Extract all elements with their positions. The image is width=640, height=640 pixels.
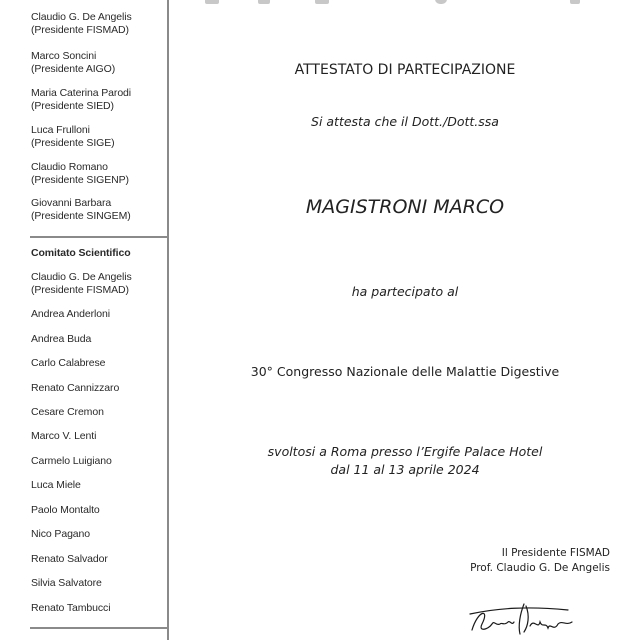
event-venue: svoltosi a Roma presso l’Ergife Palace Hotel (267, 444, 543, 459)
president-entry (31, 11, 132, 37)
committee-member: Andrea Buda (31, 333, 92, 345)
signature-block (470, 546, 610, 576)
logo-icon (258, 0, 270, 4)
person-name: Maria Caterina Parodi (31, 87, 132, 99)
certificate-intro: Si attesta che il Dott./Dott.ssa (311, 114, 499, 129)
logo-icon (205, 0, 219, 4)
signer-name: Prof. Claudio G. De Angelis (470, 562, 610, 574)
committee-member: Renato Cannizzaro (31, 382, 120, 394)
person-name: Claudio G. De Angelis (31, 271, 132, 283)
committee-member: Carlo Calabrese (31, 357, 106, 369)
section-divider (30, 236, 168, 238)
sponsor-logos-strip (190, 0, 640, 6)
committee-member: Marco V. Lenti (31, 430, 97, 442)
committee-member: Silvia Salvatore (31, 577, 102, 589)
committee-heading: Comitato Scientifico (31, 247, 131, 259)
signer-role: Il Presidente FISMAD (501, 547, 610, 559)
person-role: (Presidente FISMAD) (31, 24, 129, 36)
event-name: 30° Congresso Nazionale delle Malattie Digestive (250, 364, 560, 379)
person-role: (Presidente AIGO) (31, 63, 116, 75)
committee-member: Luca Miele (31, 479, 81, 491)
logo-icon (435, 0, 447, 4)
person-role: (Presidente FISMAD) (31, 284, 129, 296)
person-name: Claudio G. De Angelis (31, 11, 132, 23)
president-entry (31, 197, 131, 223)
participation-text: ha partecipato al (351, 284, 459, 299)
person-role: (Presidente SIGENP) (31, 174, 129, 186)
section-divider (30, 627, 168, 629)
person-role: (Presidente SIGE) (31, 137, 115, 149)
logo-icon (315, 0, 329, 4)
committee-member: Paolo Montalto (31, 504, 100, 516)
president-entry (31, 87, 131, 113)
person-role: (Presidente SIED) (31, 100, 114, 112)
person-name: Marco Soncini (31, 50, 97, 62)
committee-member: Cesare Cremon (31, 406, 104, 418)
committee-member: Nico Pagano (31, 528, 91, 540)
recipient-name: MAGISTRONI MARCO (305, 196, 505, 218)
president-entry (31, 161, 129, 187)
event-dates: dal 11 al 13 aprile 2024 (330, 462, 480, 477)
person-name: Giovanni Barbara (31, 197, 112, 209)
committee-member: Andrea Anderloni (31, 308, 110, 320)
committee-chair (31, 271, 132, 297)
logo-icon (570, 0, 580, 4)
committee-member: Renato Tambucci (31, 602, 111, 614)
committee-member: Carmelo Luigiano (31, 455, 112, 467)
person-name: Luca Frulloni (31, 124, 90, 136)
signature-icon (468, 600, 578, 636)
president-entry (31, 124, 115, 150)
person-name: Claudio Romano (31, 161, 108, 173)
sidebar-divider (167, 0, 169, 640)
person-role: (Presidente SINGEM) (31, 210, 131, 222)
president-entry (31, 50, 115, 76)
committee-member: Renato Salvador (31, 553, 108, 565)
certificate-title: ATTESTATO DI PARTECIPAZIONE (294, 62, 516, 78)
